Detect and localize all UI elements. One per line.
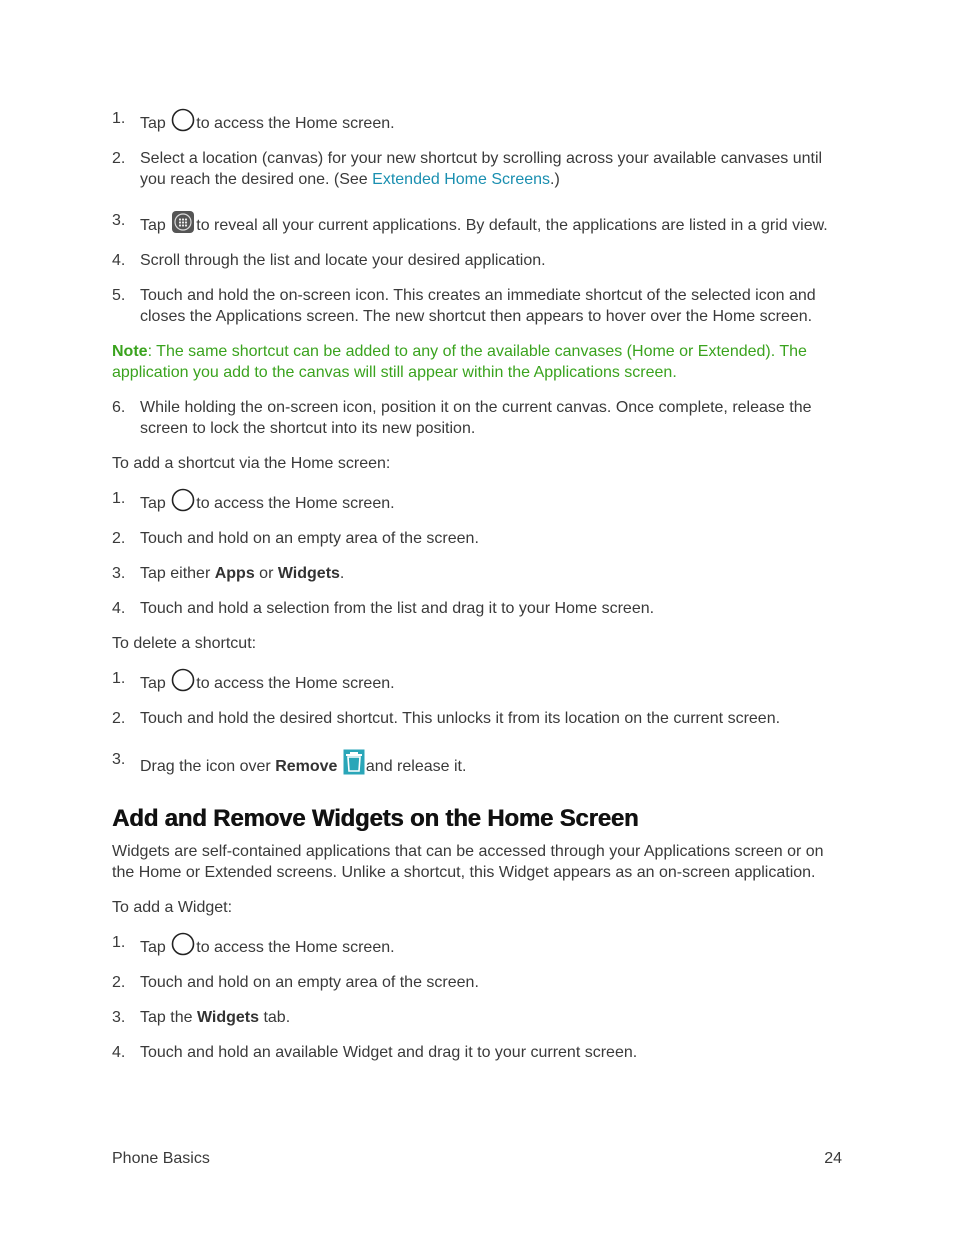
step-text: Tap <box>140 675 166 692</box>
step-number: 1. <box>112 110 126 127</box>
list-item <box>112 1007 842 1028</box>
step-text: and release it. <box>365 758 467 775</box>
step-text: Tap the <box>140 1009 197 1026</box>
list-item <box>112 210 842 236</box>
list-item <box>112 108 842 134</box>
list-item <box>112 285 842 327</box>
step-text: Tap either <box>140 565 215 582</box>
step-text: Tap <box>140 115 166 132</box>
list-item <box>112 488 842 514</box>
home-circle-icon <box>171 668 195 692</box>
home-circle-icon <box>171 488 195 512</box>
footer-section-title: Phone Basics <box>112 1150 210 1167</box>
page-number: 24 <box>824 1150 842 1167</box>
step-number: 2. <box>112 530 126 547</box>
step-number: 1. <box>112 490 126 507</box>
step-text: Touch and hold the on-screen icon. This creates an immediate shortcut of the selected icon and closes the Applications screen. The new shortcut then appears to hover over the Home screen. <box>140 287 816 325</box>
list-item <box>112 528 842 549</box>
steps-list-add-widget <box>112 932 842 1063</box>
step-number: 2. <box>112 710 126 727</box>
list-item <box>112 250 842 271</box>
document-body <box>112 108 842 1077</box>
step-text: Touch and hold the desired shortcut. This unlocks it from its location on the current screen. <box>140 710 781 727</box>
apps-label: Apps <box>214 565 255 582</box>
step-text: to access the Home screen. <box>196 115 395 132</box>
section-paragraph: Widgets are self-contained applications that can be accessed through your Applications screen or on the Home or Extended screens. Unlike a shortcut, this Widget appears as an on-screen application. <box>112 843 824 881</box>
list-item <box>112 932 842 958</box>
page-footer <box>112 1150 842 1168</box>
step-text: tab. <box>259 1009 291 1026</box>
step-number: 3. <box>112 212 126 229</box>
step-text: Touch and hold an available Widget and drag it to your current screen. <box>140 1044 638 1061</box>
list-item <box>112 563 842 584</box>
step-number: 4. <box>112 252 126 269</box>
step-text: Drag the icon over <box>140 758 276 775</box>
step-text: Touch and hold a selection from the list and drag it to your Home screen. <box>140 600 655 617</box>
trash-icon <box>343 749 365 775</box>
steps-list-home-shortcut <box>112 488 842 619</box>
step-number: 3. <box>112 1009 126 1026</box>
step-text: Touch and hold on an empty area of the screen. <box>140 530 479 547</box>
intro-text: To add a Widget: <box>112 899 233 916</box>
step-number: 1. <box>112 670 126 687</box>
step-text: to access the Home screen. <box>196 675 395 692</box>
step-text: Tap <box>140 217 166 234</box>
step-text: to reveal all your current applications. By default, the applications are listed in a grid view. <box>196 217 828 234</box>
step-number: 1. <box>112 934 126 951</box>
step-text: or <box>254 565 278 582</box>
home-circle-icon <box>171 108 195 132</box>
note-callout <box>112 341 842 383</box>
list-item <box>112 148 842 190</box>
step-text: Select a location (canvas) for your new shortcut by scrolling across your available canvases until you reach the desired one. (See <box>140 150 823 188</box>
step-number: 3. <box>112 751 126 768</box>
step-number: 4. <box>112 600 126 617</box>
step-number: 2. <box>112 974 126 991</box>
list-item <box>112 668 842 694</box>
list-item <box>112 397 842 439</box>
step-number: 5. <box>112 287 126 304</box>
step-text: .) <box>550 171 560 188</box>
intro-text: To delete a shortcut: <box>112 635 257 652</box>
widgets-label: Widgets <box>277 565 340 582</box>
step-text: Touch and hold on an empty area of the screen. <box>140 974 479 991</box>
steps-list-add-shortcut <box>112 108 842 327</box>
note-label: Note <box>112 343 148 360</box>
steps-list-add-shortcut-continued <box>112 397 842 439</box>
widgets-label: Widgets <box>196 1009 260 1026</box>
home-circle-icon <box>171 932 195 956</box>
intro-text: To add a shortcut via the Home screen: <box>112 455 391 472</box>
step-text: Scroll through the list and locate your desired application. <box>140 252 546 269</box>
step-text: While holding the on-screen icon, position it on the current canvas. Once complete, release the screen to lock the shortcut into its new position. <box>140 399 812 437</box>
list-item <box>112 598 842 619</box>
step-text: Tap <box>140 939 166 956</box>
list-item <box>112 972 842 993</box>
list-item <box>112 1042 842 1063</box>
step-number: 4. <box>112 1044 126 1061</box>
apps-grid-icon <box>171 210 195 234</box>
step-text: Tap <box>140 495 166 512</box>
list-item <box>112 749 842 777</box>
step-text: . <box>339 565 345 582</box>
steps-list-delete-shortcut <box>112 668 842 777</box>
step-number: 3. <box>112 565 126 582</box>
note-text: : The same shortcut can be added to any of the available canvases (Home or Extended). The application you add to the canvas will still appear within the Applications screen. <box>112 343 807 381</box>
step-text: to access the Home screen. <box>196 495 395 512</box>
step-number: 6. <box>112 399 126 416</box>
step-number: 2. <box>112 150 126 167</box>
list-item <box>112 708 842 729</box>
step-text: to access the Home screen. <box>196 939 395 956</box>
remove-label: Remove <box>275 758 338 775</box>
extended-home-screens-link[interactable]: Extended Home Screens <box>372 171 551 188</box>
section-heading: Add and Remove Widgets on the Home Screen <box>112 805 639 832</box>
